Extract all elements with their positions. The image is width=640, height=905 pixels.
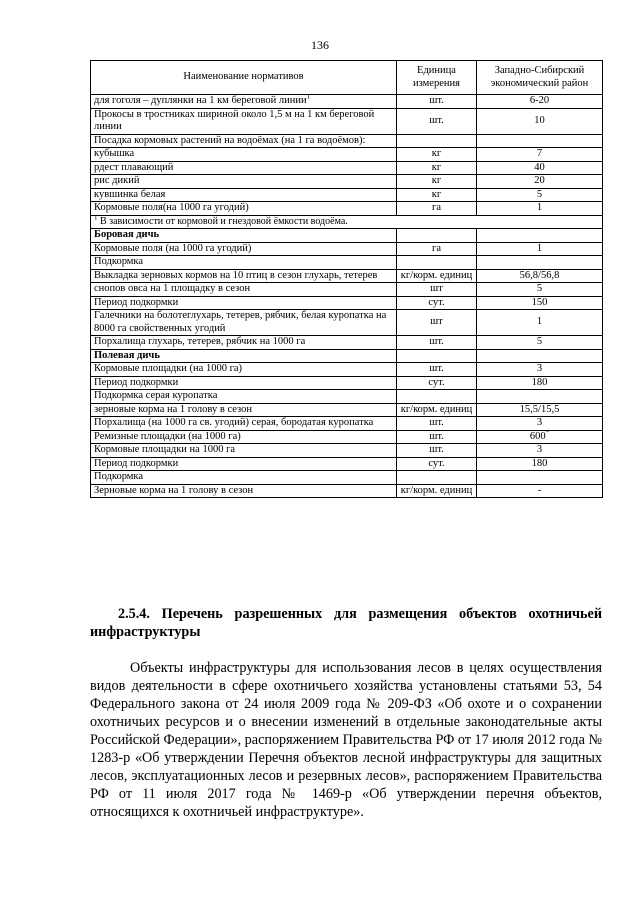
cell-name-text: Период подкормки <box>94 376 179 388</box>
table-row <box>91 430 603 444</box>
table-row <box>91 296 603 310</box>
section-paragraph: Объекты инфраструктуры для использования лесов в целях осуществления видов деятельности в сфере охотничьего хозяйства установлены статьями 53, 54 Федерального закона от 24 июля 2009 года № 209-ФЗ «Об охоте и о сохранении охотничьих ресурсов и о внесении изменений в отдельные законодательные акты Российской Федерации», распоряжением Правительства РФ от 17 июля 2012 года № 1283-р «Об утверждении Перечня объектов лесной инфраструктуры для защитных лесов, эксплуатационных лесов и резервных лесов», распоряжением Правительства РФ от 11 июля 2017 года № 1469-р «Об утверждении перечня объектов, относящихся к охотничьей инфраструктуре». <box>90 660 602 820</box>
cell-value-text: 1 <box>536 242 543 254</box>
cell-name <box>91 108 397 134</box>
cell-name <box>91 484 397 498</box>
cell-value <box>477 336 603 350</box>
cell-name-text: Ремизные площадки (на 1000 га) <box>94 430 241 442</box>
cell-name-text: Посадка кормовых растений на водоёмах (на 1 га водоёмов): <box>94 134 366 146</box>
cell-name <box>91 403 397 417</box>
cell-value <box>477 457 603 471</box>
cell-value-text: 600 <box>529 430 546 442</box>
table-row <box>91 283 603 297</box>
cell-value <box>477 108 603 134</box>
cell-name <box>91 242 397 256</box>
cell-name <box>91 175 397 189</box>
cell-name-text: рис дикий <box>94 175 140 186</box>
cell-unit: шт. <box>397 430 477 444</box>
footnote-marker: 1 <box>94 215 98 222</box>
cell-value-text: 180 <box>531 457 548 469</box>
table-row <box>91 202 603 216</box>
value-marker: * <box>545 430 550 436</box>
cell-value-text: 5 <box>536 336 543 347</box>
table-row <box>91 242 603 256</box>
cell-unit: кг/корм. единиц <box>397 484 477 498</box>
cell-name-text: кубышка <box>94 148 135 159</box>
cell-name <box>91 310 397 336</box>
cell-value-text: 15,5/15,5 <box>519 403 560 415</box>
footnote-marker: 1 <box>306 94 311 101</box>
cell-name-text: Порхалища (на 1000 га св. угодий) серая, бородатая куропатка <box>94 417 374 428</box>
cell-value-text: 5 <box>536 283 543 294</box>
cell-name <box>91 229 397 243</box>
table-row <box>91 403 603 417</box>
cell-name-text: Зерновые корма на 1 голову в сезон <box>94 484 254 496</box>
table-row <box>91 390 603 404</box>
cell-value <box>477 134 603 148</box>
cell-value-text: 7 <box>536 148 543 159</box>
cell-value-text: 20 <box>534 175 545 186</box>
cell-name-text: Кормовые поля (на 1000 га угодий) <box>94 242 252 254</box>
cell-value <box>477 188 603 202</box>
cell-value-text: 3 <box>536 363 543 374</box>
cell-unit: сут. <box>397 296 477 310</box>
cell-name <box>91 376 397 390</box>
table-section-row <box>91 349 603 363</box>
cell-name-text: Кормовые площадки на 1000 га <box>94 444 236 455</box>
cell-unit <box>397 229 477 243</box>
cell-name <box>91 134 397 148</box>
table-row <box>91 188 603 202</box>
cell-name <box>91 202 397 216</box>
cell-unit <box>397 390 477 404</box>
table-row <box>91 484 603 498</box>
table-row <box>91 417 603 431</box>
cell-unit: га <box>397 242 477 256</box>
section-heading: 2.5.4. Перечень разрешенных для размещения объектов охотничьей инфраструктуры <box>90 606 602 640</box>
cell-value <box>477 403 603 417</box>
cell-value <box>477 202 603 216</box>
table-row <box>91 148 603 162</box>
cell-name-text: Порхалища глухарь, тетерев, рябчик на 1000 га <box>94 336 306 347</box>
cell-name-text: Период подкормки <box>94 457 179 469</box>
cell-name <box>91 283 397 297</box>
cell-value-text: 10 <box>534 114 545 126</box>
table-header-row <box>91 61 603 95</box>
cell-value-text: - <box>537 484 542 496</box>
table-row <box>91 363 603 377</box>
cell-value-text: 3 <box>536 444 543 455</box>
table-row <box>91 108 603 134</box>
cell-name-text: Период подкормки <box>94 296 179 308</box>
cell-name <box>91 471 397 485</box>
cell-name <box>91 390 397 404</box>
cell-unit: кг <box>397 148 477 162</box>
cell-unit: сут. <box>397 376 477 390</box>
cell-name-text: Галечники на болотеглухарь, тетерев, рябчик, белая куропатка на 8000 га свойственных угодий <box>94 310 387 334</box>
cell-name-text: снопов овса на 1 площадку в сезон <box>94 283 251 294</box>
cell-value-text: 40 <box>534 161 545 173</box>
norms-table <box>90 60 603 498</box>
cell-name <box>91 444 397 458</box>
cell-value-text: 6-20 <box>529 95 550 106</box>
cell-name-text: зерновые корма на 1 голову в сезон <box>94 403 253 415</box>
cell-name-text: Кормовые поля(на 1000 га угодий) <box>94 202 249 213</box>
cell-unit: шт. <box>397 363 477 377</box>
cell-name-text: Боровая дичь <box>94 229 160 240</box>
cell-name <box>91 417 397 431</box>
cell-value-text: 150 <box>531 296 548 308</box>
cell-name-text: Подкормка <box>94 471 144 482</box>
cell-name-text: Выкладка зерновых кормов на 10 птиц в сезон глухарь, тетерев <box>94 269 378 281</box>
cell-unit: кг <box>397 175 477 189</box>
table-row <box>91 310 603 336</box>
cell-value <box>477 310 603 336</box>
cell-name <box>91 269 397 283</box>
cell-value <box>477 269 603 283</box>
cell-unit <box>397 134 477 148</box>
cell-name <box>91 95 397 109</box>
cell-name-text: Кормовые площадки (на 1000 га) <box>94 363 243 374</box>
cell-name <box>91 363 397 377</box>
cell-value <box>477 471 603 485</box>
cell-value <box>477 484 603 498</box>
cell-name <box>91 296 397 310</box>
cell-value-text: 3 <box>536 417 543 428</box>
cell-value-text: 5 <box>536 188 543 200</box>
cell-value <box>477 363 603 377</box>
page-number: 136 <box>311 38 329 52</box>
header-region: Западно-Сибирский экономический район <box>477 61 603 95</box>
cell-unit: шт. <box>397 444 477 458</box>
cell-value <box>477 430 603 444</box>
cell-name-text: рдест плавающий <box>94 161 174 173</box>
table-row <box>91 471 603 485</box>
table-row <box>91 376 603 390</box>
table-row <box>91 175 603 189</box>
cell-name <box>91 256 397 270</box>
cell-name <box>91 161 397 175</box>
table-note-row <box>91 215 603 229</box>
cell-name <box>91 188 397 202</box>
cell-name-text: кувшинка белая <box>94 188 166 200</box>
cell-unit: шт. <box>397 95 477 109</box>
cell-value <box>477 390 603 404</box>
table-row <box>91 256 603 270</box>
cell-name <box>91 430 397 444</box>
table-row <box>91 134 603 148</box>
cell-value <box>477 349 603 363</box>
cell-value <box>477 175 603 189</box>
cell-value <box>477 229 603 243</box>
note-text: В зависимости от кормовой и гнездовой ёмкости водоёма. <box>97 215 348 227</box>
cell-value <box>477 296 603 310</box>
cell-unit: кг <box>397 161 477 175</box>
cell-unit <box>397 349 477 363</box>
cell-value <box>477 376 603 390</box>
cell-unit <box>397 471 477 485</box>
cell-name <box>91 148 397 162</box>
cell-unit: шт <box>397 310 477 336</box>
table-section-row <box>91 229 603 243</box>
cell-value <box>477 444 603 458</box>
cell-value-text: 1 <box>536 316 543 328</box>
cell-unit: сут. <box>397 457 477 471</box>
cell-value-text: 1 <box>536 202 543 213</box>
cell-unit: га <box>397 202 477 216</box>
cell-value <box>477 148 603 162</box>
cell-unit: кг/корм. единиц <box>397 403 477 417</box>
table-row <box>91 95 603 109</box>
cell-value-text: 180 <box>531 376 548 388</box>
cell-value <box>477 161 603 175</box>
cell-name-text: Подкормка серая куропатка <box>94 390 218 401</box>
cell-name-text: Прокосы в тростниках шириной около 1,5 м на 1 км береговой линии <box>94 108 375 132</box>
cell-unit: кг <box>397 188 477 202</box>
cell-value <box>477 283 603 297</box>
table-row <box>91 269 603 283</box>
cell-value <box>477 417 603 431</box>
cell-name <box>91 336 397 350</box>
cell-unit: шт. <box>397 108 477 134</box>
table-note <box>91 215 603 229</box>
cell-unit <box>397 256 477 270</box>
header-name: Наименование нормативов <box>91 61 397 95</box>
table-row <box>91 336 603 350</box>
cell-name-text: Полевая дичь <box>94 349 160 361</box>
table-body <box>91 95 603 498</box>
cell-value-text: 56,8/56,8 <box>519 269 560 281</box>
cell-name-text: Подкормка <box>94 256 144 267</box>
cell-unit: шт <box>397 283 477 297</box>
table-row <box>91 161 603 175</box>
cell-value <box>477 256 603 270</box>
cell-unit: кг/корм. единиц <box>397 269 477 283</box>
cell-unit: шт. <box>397 336 477 350</box>
cell-name-text: для гоголя – дуплянки на 1 км береговой линии <box>94 95 307 106</box>
cell-name <box>91 457 397 471</box>
table-row <box>91 457 603 471</box>
table-row <box>91 444 603 458</box>
cell-value <box>477 95 603 109</box>
cell-value <box>477 242 603 256</box>
cell-name <box>91 349 397 363</box>
header-unit: Единица измерения <box>397 61 477 95</box>
cell-unit: шт. <box>397 417 477 431</box>
